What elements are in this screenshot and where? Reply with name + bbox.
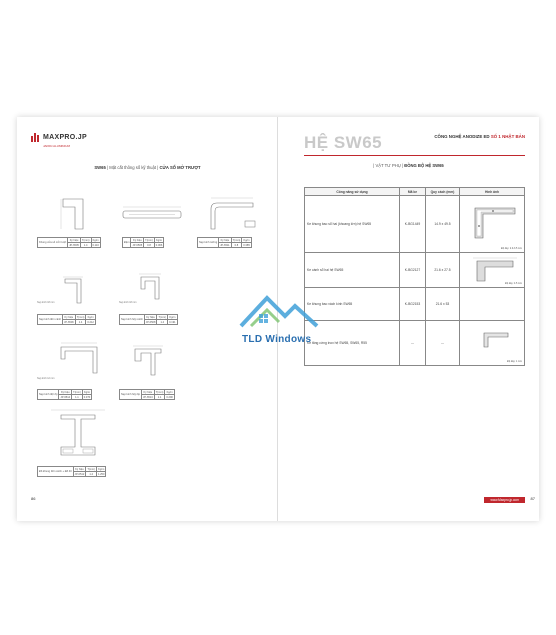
table-row: Ke tăng cứng inox hệ SW65, SW65, R55 --- --- Độ dày: 1 mm — [305, 321, 525, 366]
footer-url[interactable]: www.Maxpro.jp.com — [484, 497, 525, 503]
profile-drawing-box-bead — [129, 343, 169, 383]
profile-table-6: Nẹp kính hộp ốp Ký hiệu T(mm) Kg/m JP-6513 1.1 0.290 — [121, 390, 173, 399]
profile-drawing-frame — [57, 195, 97, 235]
note-1: Nẹp kính 18 mm — [37, 301, 55, 304]
tagline: CÔNG NGHỆ ANODIZE ED SỐ 1 NHẬT BẢN — [434, 134, 525, 139]
note-3: Nẹp kính 12 mm — [37, 377, 55, 380]
note-2: Nẹp kính 18 mm — [119, 301, 137, 304]
profile-drawing-single-bead — [61, 275, 91, 307]
col-size: Quy cách (mm) — [426, 188, 460, 196]
page-number-right: 87 — [530, 496, 535, 501]
profile-drawing-mullion — [41, 407, 115, 465]
corner-key-image-1: Độ dày: 2.0-3.5 mm — [460, 196, 524, 252]
profile-table-3: Nẹp kính đơn cánh Ký hiệu T(mm) Kg/m JP-6506 1.4 0.212 — [39, 315, 94, 324]
logo-bars-icon — [31, 133, 40, 142]
title-rule — [304, 155, 525, 156]
logo-brand: MAXPRO.JP — [43, 134, 87, 141]
profile-drawing-wall-bead — [205, 195, 261, 233]
accessories-subtitle: | VẬT TƯ PHỤ | ĐỒNG BỘ HỆ SW65 — [373, 163, 444, 168]
profile-table-5: Nẹp kính đợi ốp Ký hiệu T(mm) Kg/m JP-6514 1.1 0.370 — [39, 390, 91, 399]
logo-subtitle: JAPAN ALUMINIUM — [43, 144, 70, 148]
page-number-left: 86 — [31, 496, 36, 501]
stiffener-image: Độ dày: 1 mm — [460, 321, 524, 365]
profile-table-2: Nẹp kính tường Ký hiệu T(mm) Kg/m JP-6511 0.8 0.385 — [199, 238, 250, 247]
profile-drawing-double-bead — [137, 271, 167, 303]
col-use: Công năng sử dụng — [305, 188, 400, 196]
profile-table-7: Đố khung đơn cánh + Đố 40 Ký hiệu T(mm) Kg/m JP-6512 1.4 1.250 — [39, 467, 105, 476]
profile-table-1: Đệm Ký hiệu T(mm) Kg/m JP-6505 0.8 0.066 — [124, 238, 163, 247]
profile-drawing-cover-bead — [57, 339, 103, 379]
profile-table-4: Nẹp kính hộp cánh Ký hiệu T(mm) Kg/m JP-6508 1.4 0.191 — [121, 315, 176, 324]
corner-key-image-3 — [460, 288, 524, 320]
accessories-table — [304, 187, 525, 366]
watermark-text: TLD Windows — [242, 334, 312, 345]
table-row: Ke cánh sổ hai hệ SW65 K-BG2127 21.6 x 27.5 Độ dày: 4.5 mm — [305, 253, 525, 288]
table-row: Ke khung bao vách kính SW65 K-BG2153 21.6 x 53 — [305, 288, 525, 321]
maxpro-logo — [31, 133, 87, 142]
col-code: Mã ke — [400, 188, 426, 196]
table-row: Ke khung bao sổ hai (khoang lớn) hệ SW65 K-BG1449 14.9 x 49.5 Độ dày: 2.0-3.5 mm — [305, 196, 525, 253]
section-title: SW65 | Mặt cắt thông số kỹ thuật | CỬA SỔ MỞ TRƯỢT — [94, 165, 201, 170]
series-title: HỆ SW65 — [304, 133, 383, 152]
profile-drawing-pad — [121, 205, 185, 225]
corner-key-image-2: Độ dày: 4.5 mm — [460, 253, 524, 287]
col-image: Hình ảnh — [460, 188, 525, 196]
profile-table-0: Khung cửa sổ mở trượt Ký hiệu T(mm) Kg/m JP-6505 1.4 0.110 — [39, 238, 99, 247]
